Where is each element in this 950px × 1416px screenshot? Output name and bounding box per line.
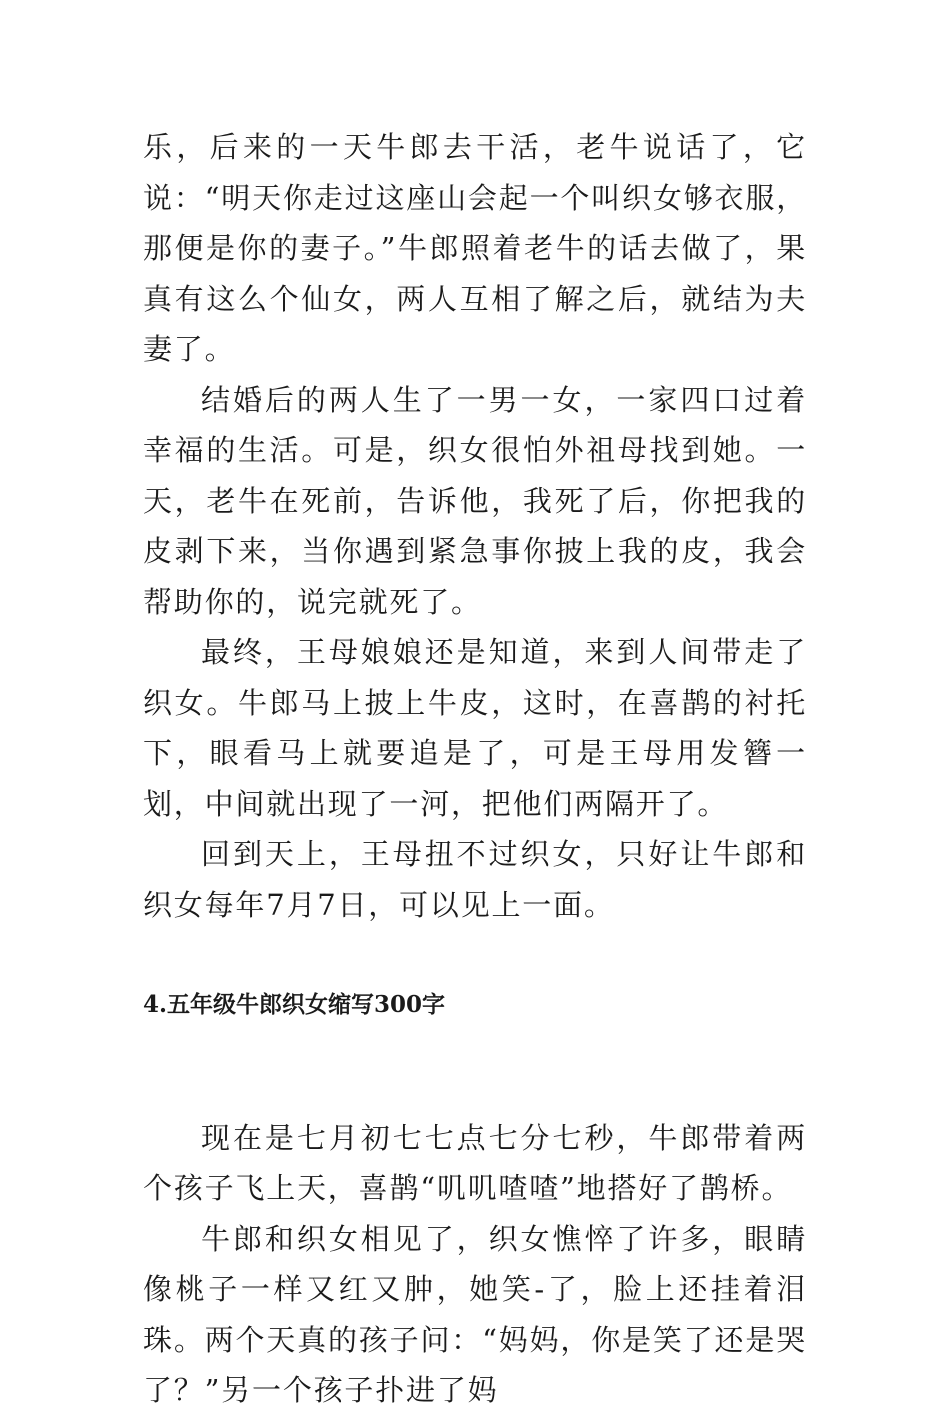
paragraph-meeting: 牛郎和织女相见了，织女憔悴了许多，眼睛像桃子一样又红又肿，她笑-了，脸上还挂着泪珠。两个天真的孩子问：“妈妈，你是笑了还是哭了？”另一个孩子扑进了妈 bbox=[143, 1221, 807, 1407]
paragraph-magpie-bridge: 现在是七月初七七点七分七秒，牛郎带着两个孩子飞上天，喜鹊“叽叽喳喳”地搭好了鹊桥。 bbox=[143, 1120, 807, 1205]
paragraph-separation: 最终，王母娘娘还是知道，来到人间带走了织女。牛郎马上披上牛皮，这时，在喜鹊的衬托下，眼看马上就要追是了，可是王母用发簪一划，中间就出现了一河，把他们两隔开了。 bbox=[143, 635, 807, 821]
paragraph-continued: 乐，后来的一天牛郎去干活，老牛说话了，它说：“明天你走过这座山会起一个叫织女够衣服，那便是你的妻子。”牛郎照着老牛的话去做了，果真有这么个仙女，两人互相了解之后，就结为夫妻了。 bbox=[143, 130, 807, 366]
paragraph-marriage: 结婚后的两人生了一男一女，一家四口过着幸福的生活。可是，织女很怕外祖母找到她。一天，老牛在死前，告诉他，我死了后，你把我的皮剥下来，当你遇到紧急事你披上我的皮，我会帮助你的，说完就死了。 bbox=[143, 382, 807, 619]
section-heading: 4.五年级牛郎织女缩写300字 bbox=[143, 991, 446, 1018]
heading-spacer bbox=[143, 1031, 807, 1113]
document-body bbox=[143, 122, 807, 1416]
paragraph-reunion: 回到天上，王母扭不过织女，只好让牛郎和织女每年7月7日，可以见上一面。 bbox=[143, 837, 807, 922]
